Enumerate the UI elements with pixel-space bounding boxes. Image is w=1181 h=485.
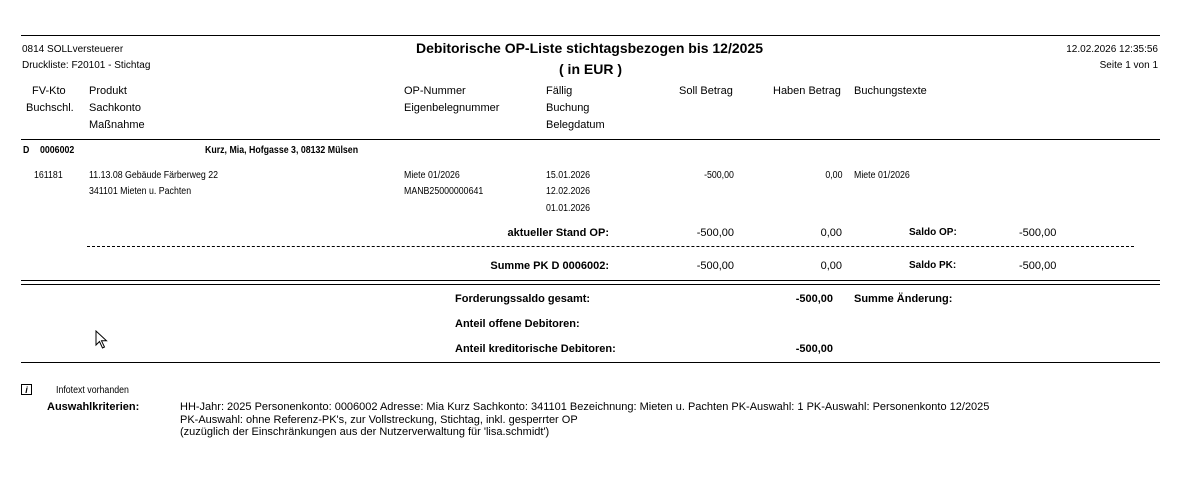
row-eigenbeleg: MANB25000000641 <box>404 186 484 197</box>
stand-label: aktueller Stand OP: <box>507 227 609 239</box>
offen-label: Anteil offene Debitoren: <box>455 318 580 330</box>
criteria-label: Auswahlkriterien: <box>47 401 140 413</box>
col-eigenbeleg: Eigenbelegnummer <box>404 102 500 114</box>
header-rule <box>21 139 1160 140</box>
col-buchungstexte: Buchungstexte <box>854 85 927 97</box>
kredit-value: -500,00 <box>795 343 833 355</box>
criteria-line-3: (zuzüglich der Einschränkungen aus der Nutzerverwaltung für 'lisa.schmidt') <box>180 426 550 438</box>
print-datetime: 12.02.2026 12:35:56 <box>1066 44 1158 55</box>
col-faellig: Fällig <box>546 85 573 97</box>
row-text: Miete 01/2026 <box>854 170 910 181</box>
col-buchung: Buchung <box>546 102 590 114</box>
row-buchung: 12.02.2026 <box>546 186 591 197</box>
summe-label: Summe PK D 0006002: <box>490 260 609 272</box>
row-belegdatum: 01.01.2026 <box>546 203 591 214</box>
summe-rule-1 <box>21 280 1160 281</box>
page-number: Seite 1 von 1 <box>1099 60 1158 71</box>
company-name: 0814 SOLLversteuerer <box>22 44 124 55</box>
col-massnahme: Maßnahme <box>89 119 145 131</box>
row-fvkto: 161181 <box>34 170 63 181</box>
mouse-cursor-icon <box>95 330 109 350</box>
row-haben: 0,00 <box>824 170 842 181</box>
debtor-prefix: D <box>23 145 30 156</box>
debtor-number: 0006002 <box>40 145 75 156</box>
col-fvkto: FV-Kto <box>32 85 66 97</box>
col-belegdatum: Belegdatum <box>546 119 605 131</box>
forderung-value: -500,00 <box>795 293 833 305</box>
summe-soll: -500,00 <box>696 260 734 272</box>
saldo-op-label: Saldo OP: <box>909 227 957 238</box>
summe-rule-2 <box>21 284 1160 285</box>
row-opnummer: Miete 01/2026 <box>404 170 460 181</box>
aenderung-label: Summe Änderung: <box>854 293 953 305</box>
stand-soll: -500,00 <box>696 227 734 239</box>
col-opnummer: OP-Nummer <box>404 85 466 97</box>
print-list: Druckliste: F20101 - Stichtag <box>22 60 151 71</box>
criteria-line-2: PK-Auswahl: ohne Referenz-PK's, zur Vollstreckung, Stichtag, inkl. gesperrter OP <box>180 414 578 426</box>
row-sachkonto: 341101 Mieten u. Pachten <box>89 186 192 197</box>
saldo-pk-label: Saldo PK: <box>909 260 957 271</box>
totals-rule <box>21 362 1160 363</box>
row-produkt: 11.13.08 Gebäude Färberweg 22 <box>89 170 219 181</box>
col-sachkonto: Sachkonto <box>89 102 141 114</box>
criteria-line-1: HH-Jahr: 2025 Personenkonto: 0006002 Adresse: Mia Kurz Sachkonto: 341101 Bezeichnung: Mieten u. Pachten PK-Auswahl: 1 PK-Auswahl: Personenkonto 12/2025 <box>180 401 990 413</box>
col-soll: Soll Betrag <box>679 85 733 97</box>
stand-dashed-rule <box>87 246 1134 247</box>
info-icon: i <box>21 384 32 395</box>
kredit-label: Anteil kreditorische Debitoren: <box>455 343 616 355</box>
debtor-name: Kurz, Mia, Hofgasse 3, 08132 Mülsen <box>205 145 359 156</box>
col-haben: Haben Betrag <box>773 85 841 97</box>
info-text: Infotext vorhanden <box>56 385 129 396</box>
currency-note: ( in EUR ) <box>559 61 622 77</box>
forderung-label: Forderungssaldo gesamt: <box>455 293 591 305</box>
stand-haben: 0,00 <box>820 227 842 239</box>
top-rule <box>21 35 1160 36</box>
row-soll: -500,00 <box>704 170 734 181</box>
row-faellig: 15.01.2026 <box>546 170 591 181</box>
saldo-op-value: -500,00 <box>1019 227 1057 239</box>
summe-haben: 0,00 <box>820 260 842 272</box>
saldo-pk-value: -500,00 <box>1019 260 1057 272</box>
report-title: Debitorische OP-Liste stichtagsbezogen bis 12/2025 <box>416 40 763 56</box>
col-buchschl: Buchschl. <box>26 102 74 114</box>
col-produkt: Produkt <box>89 85 127 97</box>
